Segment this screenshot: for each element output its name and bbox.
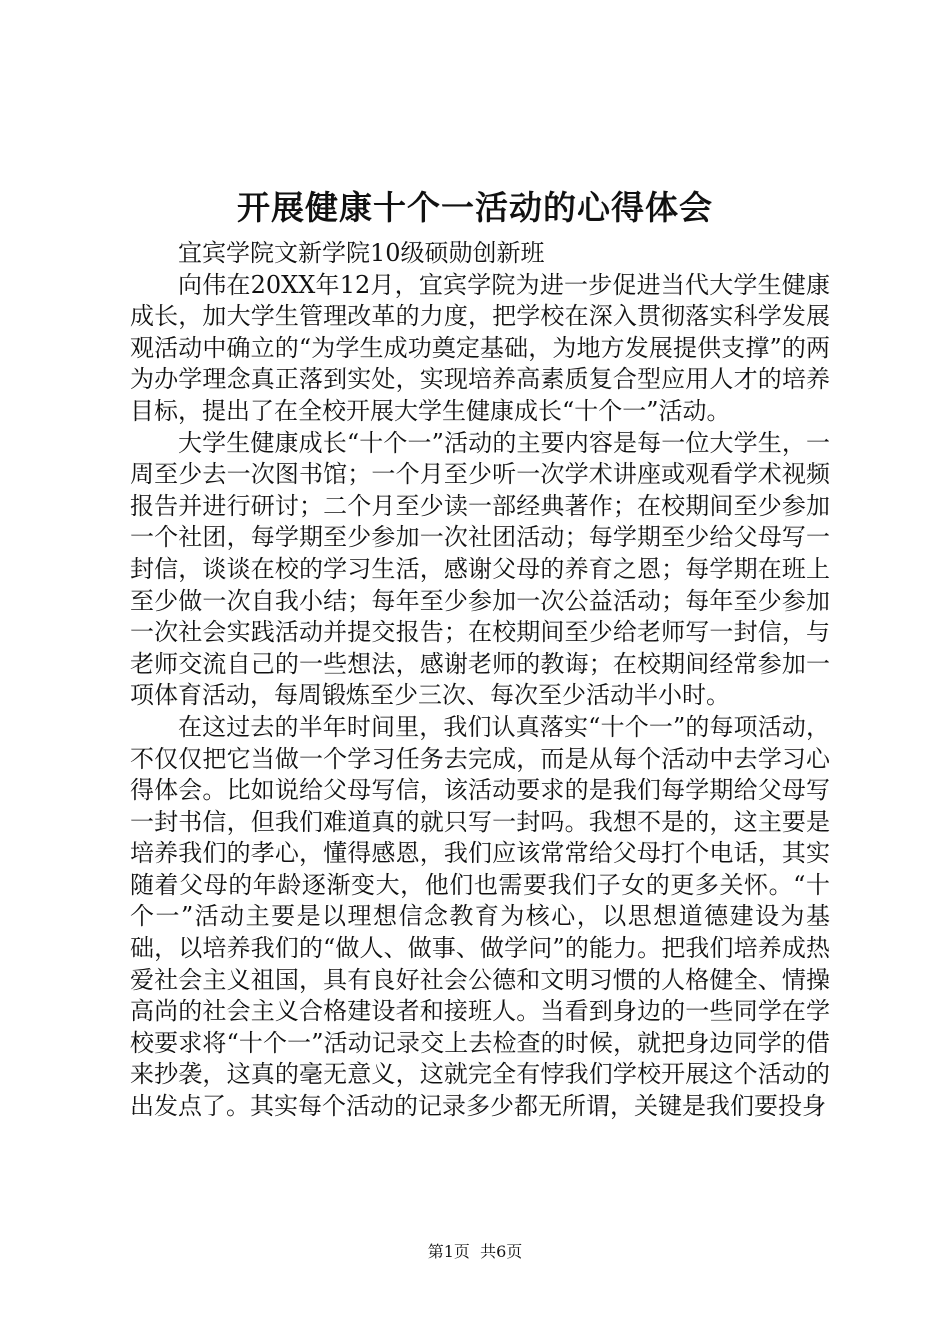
paragraph-3: 在这过去的半年时间里，我们认真落实“十个一”的每项活动，不仅仅把它当做一个学习任务去完成，而是从每个活动中去学习心得体会。比如说给父母写信，该活动要求的是我们每学期给父母写一封书信，但我们难道真的就只写一封吗。我想不是的，这主要是培养我们的孝心，懂得感恩，我们应该常常给父母打个电话，其实随着父母的年龄逐渐变大，他们也需要我们子女的更多关怀。“十个一”活动主要是以理想信念教育为核心，以思想道德建设为基础，以培养我们的“做人、做事、做学问”的能力。把我们培养成热爱社会主义祖国，具有良好社会公德和文明习惯的人格健全、情操高尚的社会主义合格建设者和接班人。当看到身边的一些同学在学校要求将“十个一”活动记录交上去检查的时候，就把身边同学的借来抄袭，这真的毫无意义，这就完全有悖我们学校开展这个活动的出发点了。其实每个活动的记录多少都无所谓，关键是我们要投身 xyxy=(130,712,830,1121)
footer-gap xyxy=(470,1242,480,1261)
page-footer xyxy=(0,1240,950,1264)
paragraph-1: 向伟在20XX年12月，宜宾学院为进一步促进当代大学生健康成长，加大学生管理改革的力度，把学校在深入贯彻落实科学发展观活动中确立的“为学生成功奠定基础，为地方发展提供支撑”的两为办学理念真正落到实处，实现培养高素质复合型应用人才的培养目标，提出了在全校开展大学生健康成长“十个一”活动。 xyxy=(130,270,830,425)
paragraph-2: 大学生健康成长“十个一”活动的主要内容是每一位大学生，一周至少去一次图书馆；一个月至少听一次学术讲座或观看学术视频报告并进行研讨；二个月至少读一部经典著作；在校期间至少参加一个社团，每学期至少参加一次社团活动；每学期至少给父母写一封信，谈谈在校的学习生活，感谢父母的养育之恩；每学期在班上至少做一次自我小结；每年至少参加一次公益活动；每年至少参加一次社会实践活动并提交报告；在校期间至少给老师写一封信，与老师交流自己的一些想法，感谢老师的教诲；在校期间经常参加一项体育活动，每周锻炼至少三次、每次至少活动半小时。 xyxy=(130,428,830,710)
page-total: 共6页 xyxy=(480,1242,523,1261)
author-byline: 宜宾学院文新学院10级硕勋创新班 xyxy=(178,239,545,267)
document-body xyxy=(130,238,830,1123)
document-title: 开展健康十个一活动的心得体会 xyxy=(237,188,713,227)
page-number: 第1页 xyxy=(427,1242,470,1261)
